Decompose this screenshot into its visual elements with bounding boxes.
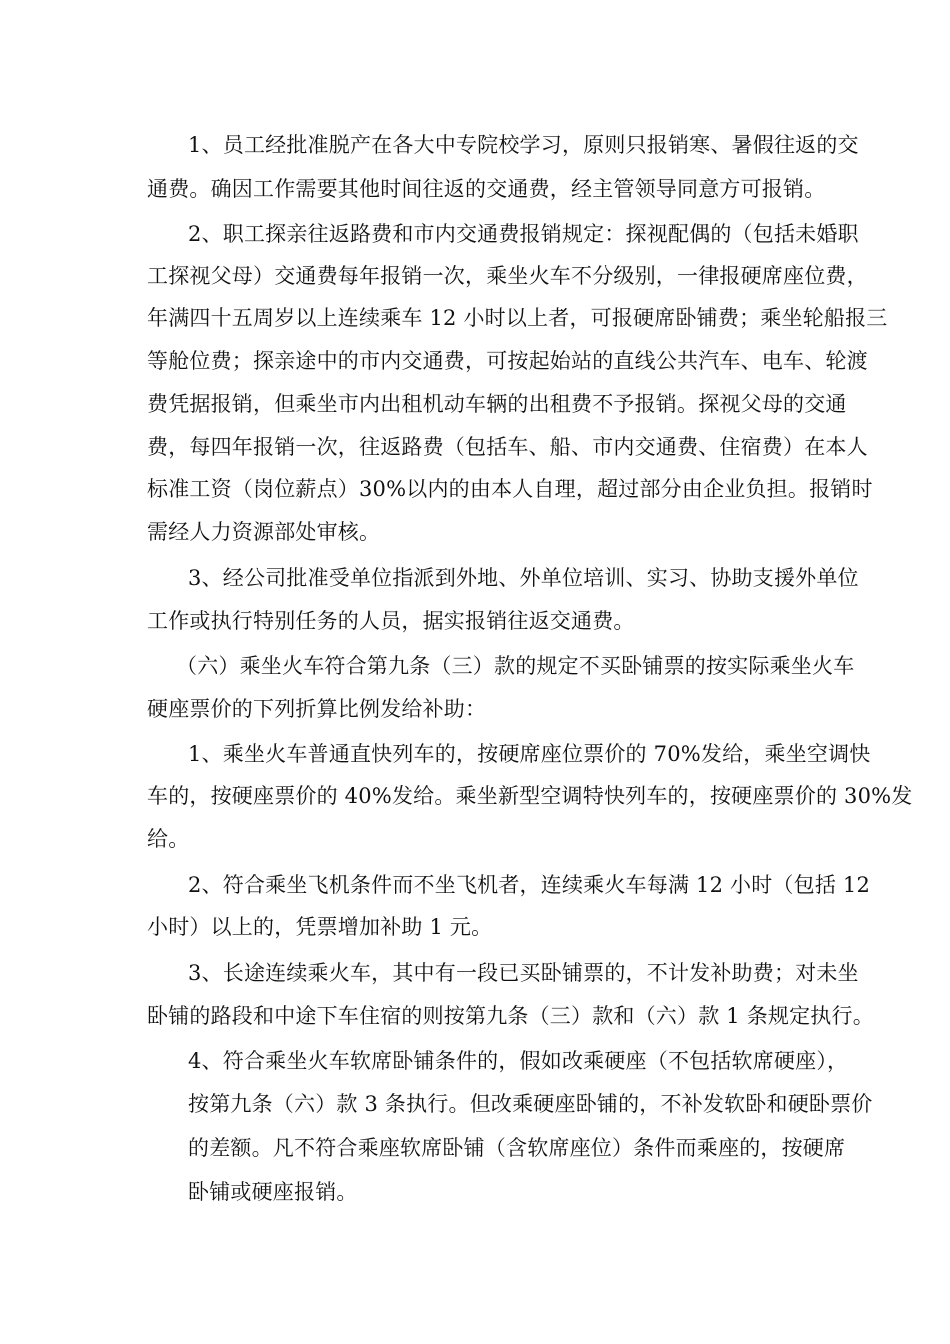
paragraph-line: 小时）以上的，凭票增加补助 1 元。	[147, 915, 493, 939]
section-heading-line: （六）乘坐火车符合第九条（三）款的规定不买卧铺票的按实际乘坐火车	[176, 654, 855, 678]
paragraph-line: 按第九条（六）款 3 条执行。但改乘硬座卧铺的，不补发软卧和硬卧票价	[188, 1092, 873, 1116]
paragraph-line: 费，每四年报销一次，往返路费（包括车、船、市内交通费、住宿费）在本人	[147, 435, 868, 459]
paragraph-line: 给。	[147, 827, 190, 851]
paragraph-line: 硬座票价的下列折算比例发给补助：	[147, 697, 487, 721]
paragraph-line: 工作或执行特别任务的人员，据实报销往返交通费。	[147, 609, 635, 633]
paragraph-line: 车的，按硬座票价的 40%发给。乘坐新型空调特快列车的，按硬座票价的 30%发	[147, 784, 913, 808]
paragraph-line: 费凭据报销，但乘坐市内出租机动车辆的出租费不予报销。探视父母的交通	[147, 392, 847, 416]
paragraph-line: 1、员工经批准脱产在各大中专院校学习，原则只报销寒、暑假往返的交	[188, 133, 859, 157]
paragraph-line: 2、符合乘坐飞机条件而不坐飞机者，连续乘火车每满 12 小时（包括 12	[188, 873, 871, 897]
paragraph-line: 3、长途连续乘火车，其中有一段已买卧铺票的，不计发补助费；对未坐	[188, 961, 859, 985]
paragraph-line: 年满四十五周岁以上连续乘车 12 小时以上者，可报硬席卧铺费；乘坐轮船报三	[147, 306, 888, 330]
paragraph-line: 卧铺的路段和中途下车住宿的则按第九条（三）款和（六）款 1 条规定执行。	[147, 1004, 874, 1028]
paragraph-line: 需经人力资源部处审核。	[147, 520, 381, 544]
paragraph-line: 1、乘坐火车普通直快列车的，按硬席座位票价的 70%发给，乘坐空调快	[188, 742, 871, 766]
paragraph-line: 卧铺或硬座报销。	[188, 1180, 358, 1204]
paragraph-line: 通费。确因工作需要其他时间往返的交通费，经主管领导同意方可报销。	[147, 177, 826, 201]
paragraph-line: 3、经公司批准受单位指派到外地、外单位培训、实习、协助支援外单位	[188, 566, 859, 590]
paragraph-line: 的差额。凡不符合乘座软席卧铺（含软席座位）条件而乘座的，按硬席	[188, 1136, 846, 1160]
paragraph-line: 等舱位费；探亲途中的市内交通费，可按起始站的直线公共汽车、电车、轮渡	[147, 349, 868, 373]
paragraph-line: 2、职工探亲往返路费和市内交通费报销规定：探视配偶的（包括未婚职	[188, 222, 859, 246]
paragraph-line: 4、符合乘坐火车软席卧铺条件的，假如改乘硬座（不包括软席硬座），	[188, 1049, 849, 1073]
paragraph-line: 标准工资（岗位薪点）30%以内的由本人自理，超过部分由企业负担。报销时	[147, 477, 873, 501]
paragraph-line: 工探视父母）交通费每年报销一次，乘坐火车不分级别，一律报硬席座位费，	[147, 264, 868, 288]
